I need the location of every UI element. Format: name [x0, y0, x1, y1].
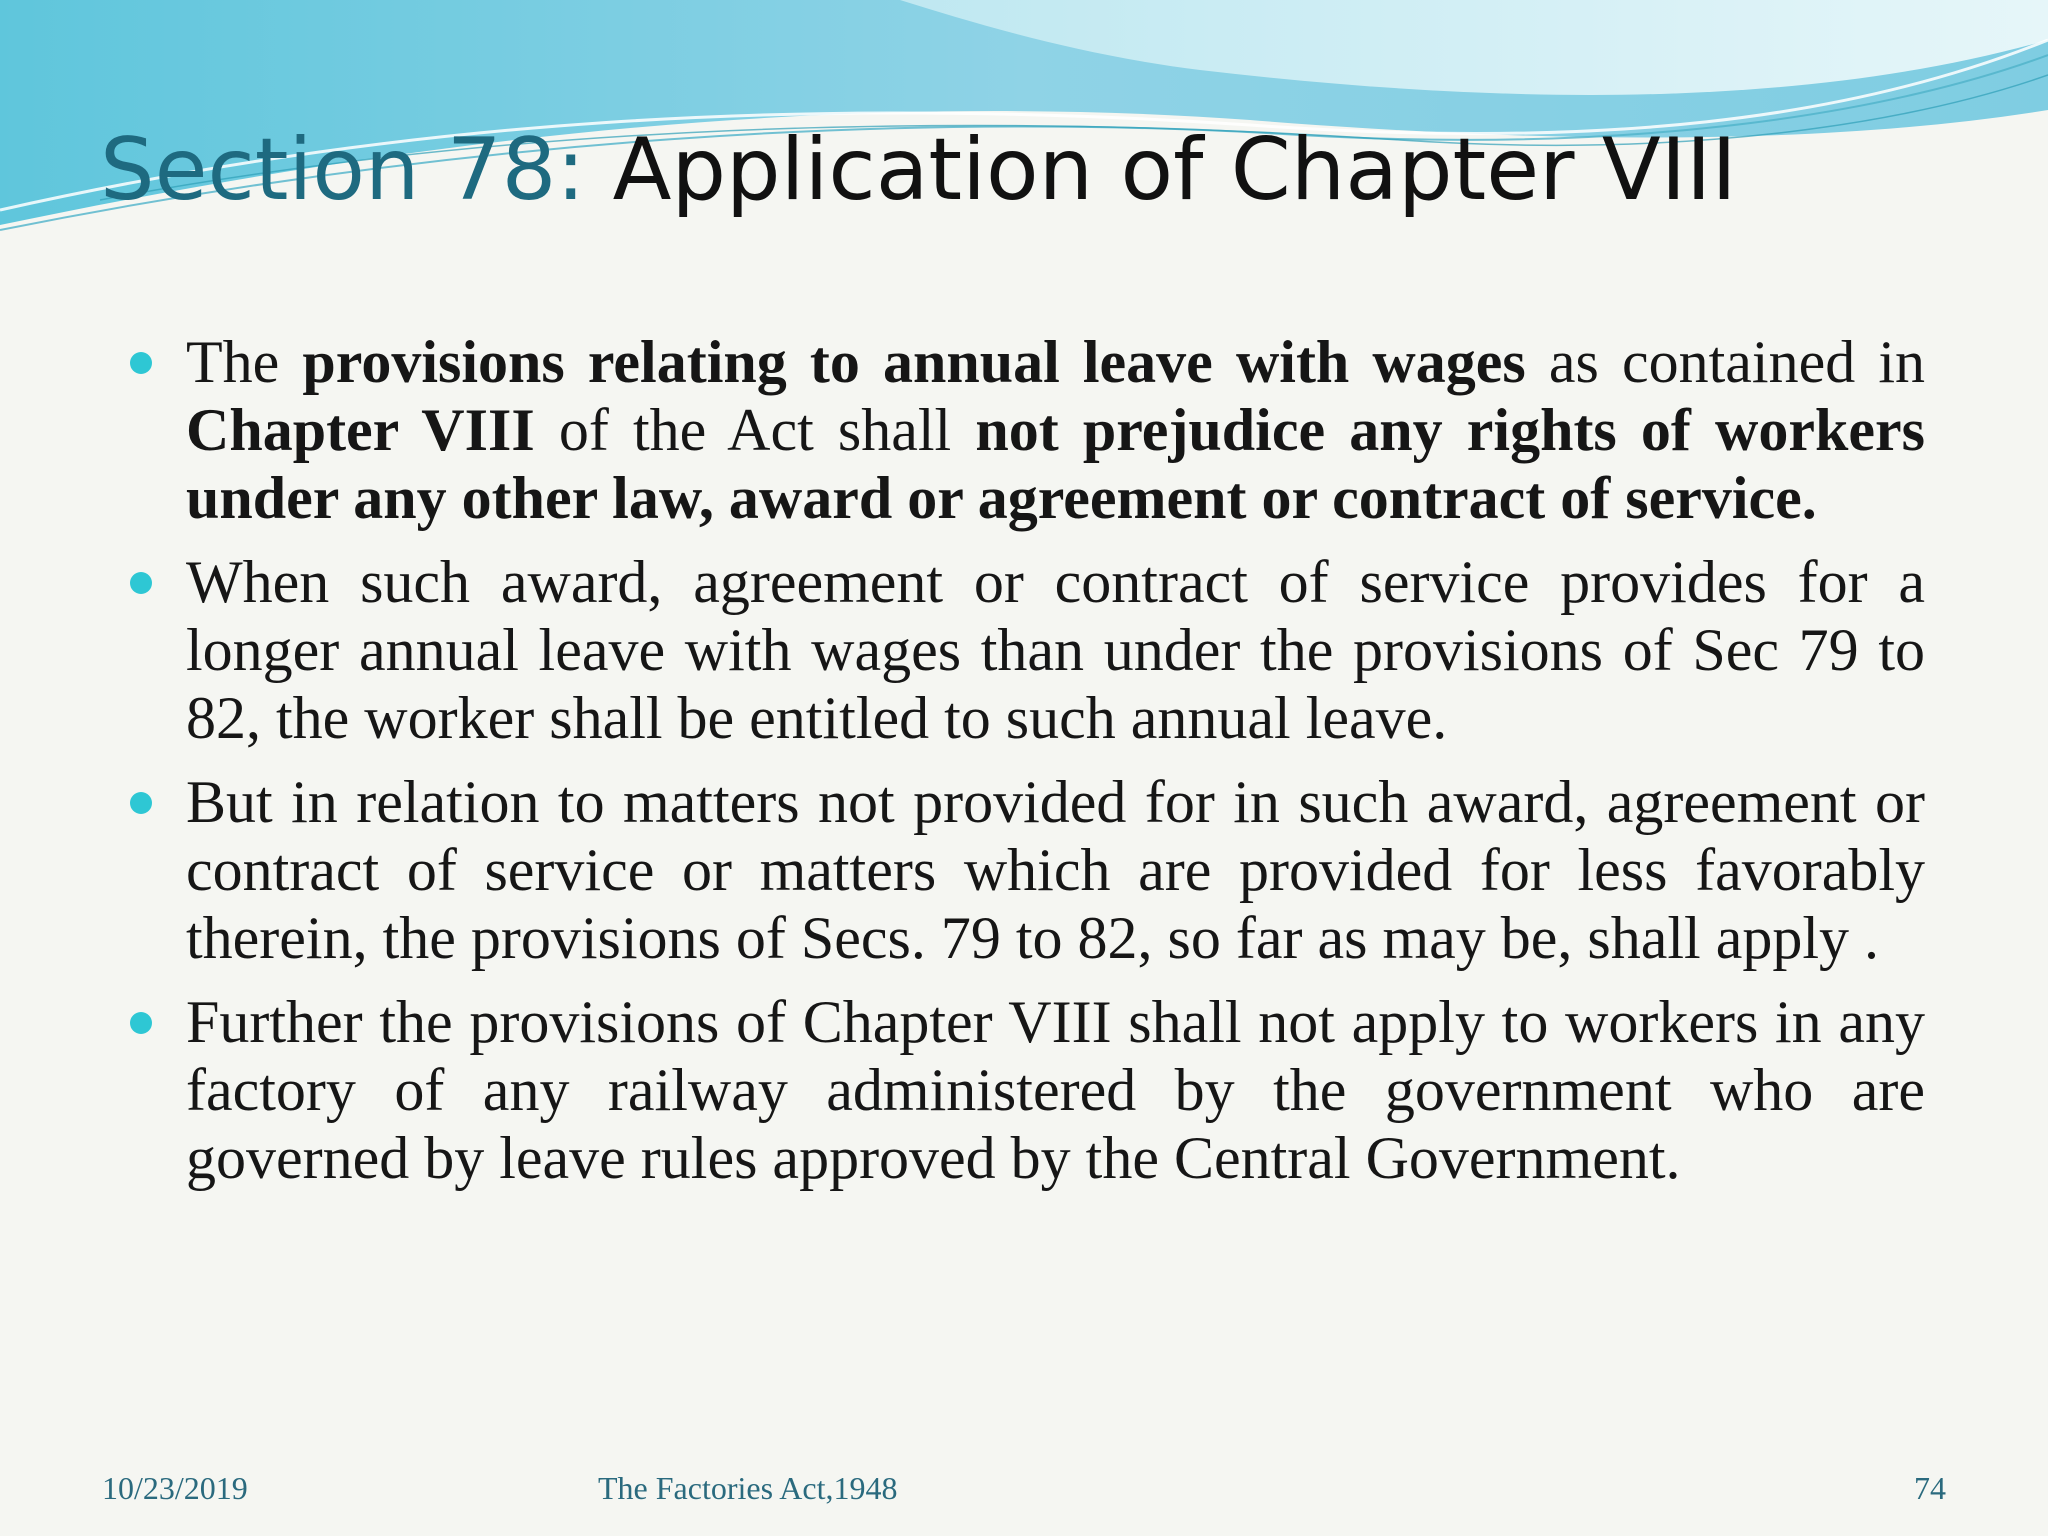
bullet-marker-icon — [130, 352, 152, 374]
title-main: Application of Chapter VIII — [612, 120, 1737, 220]
bullet-text-bold: not prejudice any rights of workers under any other law, award or agreement or contract of service. — [186, 397, 1926, 531]
bullet-text: But in relation to matters not provided for in such award, agreement or contract of service or matters which are provided for less favorably therein, the provisions of Secs. 79 to 82, so far as may be, shall apply . — [186, 769, 1925, 971]
bullet-marker-icon — [130, 572, 152, 594]
bullet-item — [130, 548, 1925, 752]
bullet-text: When such award, agreement or contract of service provides for a longer annual leave with wages than under the provisions of Sec 79 to 82, the worker shall be entitled to such annual leave. — [186, 549, 1925, 751]
slide-title — [100, 110, 1737, 230]
title-prefix: Section 78: — [100, 120, 586, 220]
bullet-item — [130, 988, 1925, 1192]
bullet-text-bold: Chapter VIII — [186, 397, 535, 463]
footer-page-number: 74 — [1914, 1470, 1946, 1506]
bullet-marker-icon — [130, 792, 152, 814]
bullet-item — [130, 328, 1925, 532]
bullet-marker-icon — [130, 1012, 152, 1034]
bullet-text: Further the provisions of Chapter VIII shall not apply to workers in any factory of any railway administered by the government who are governed by leave rules approved by the Central Government. — [186, 989, 1925, 1191]
bullet-item — [130, 768, 1925, 972]
bullet-text-bold: provisions relating to annual leave with wages — [302, 329, 1526, 395]
footer-title: The Factories Act,1948 — [598, 1470, 898, 1506]
bullet-text: of the Act shall — [534, 397, 976, 463]
bullet-list — [130, 328, 1925, 1208]
bullet-text: The — [186, 329, 303, 395]
footer-date: 10/23/2019 — [102, 1470, 248, 1506]
bullet-text: as contained in — [1525, 329, 1926, 395]
